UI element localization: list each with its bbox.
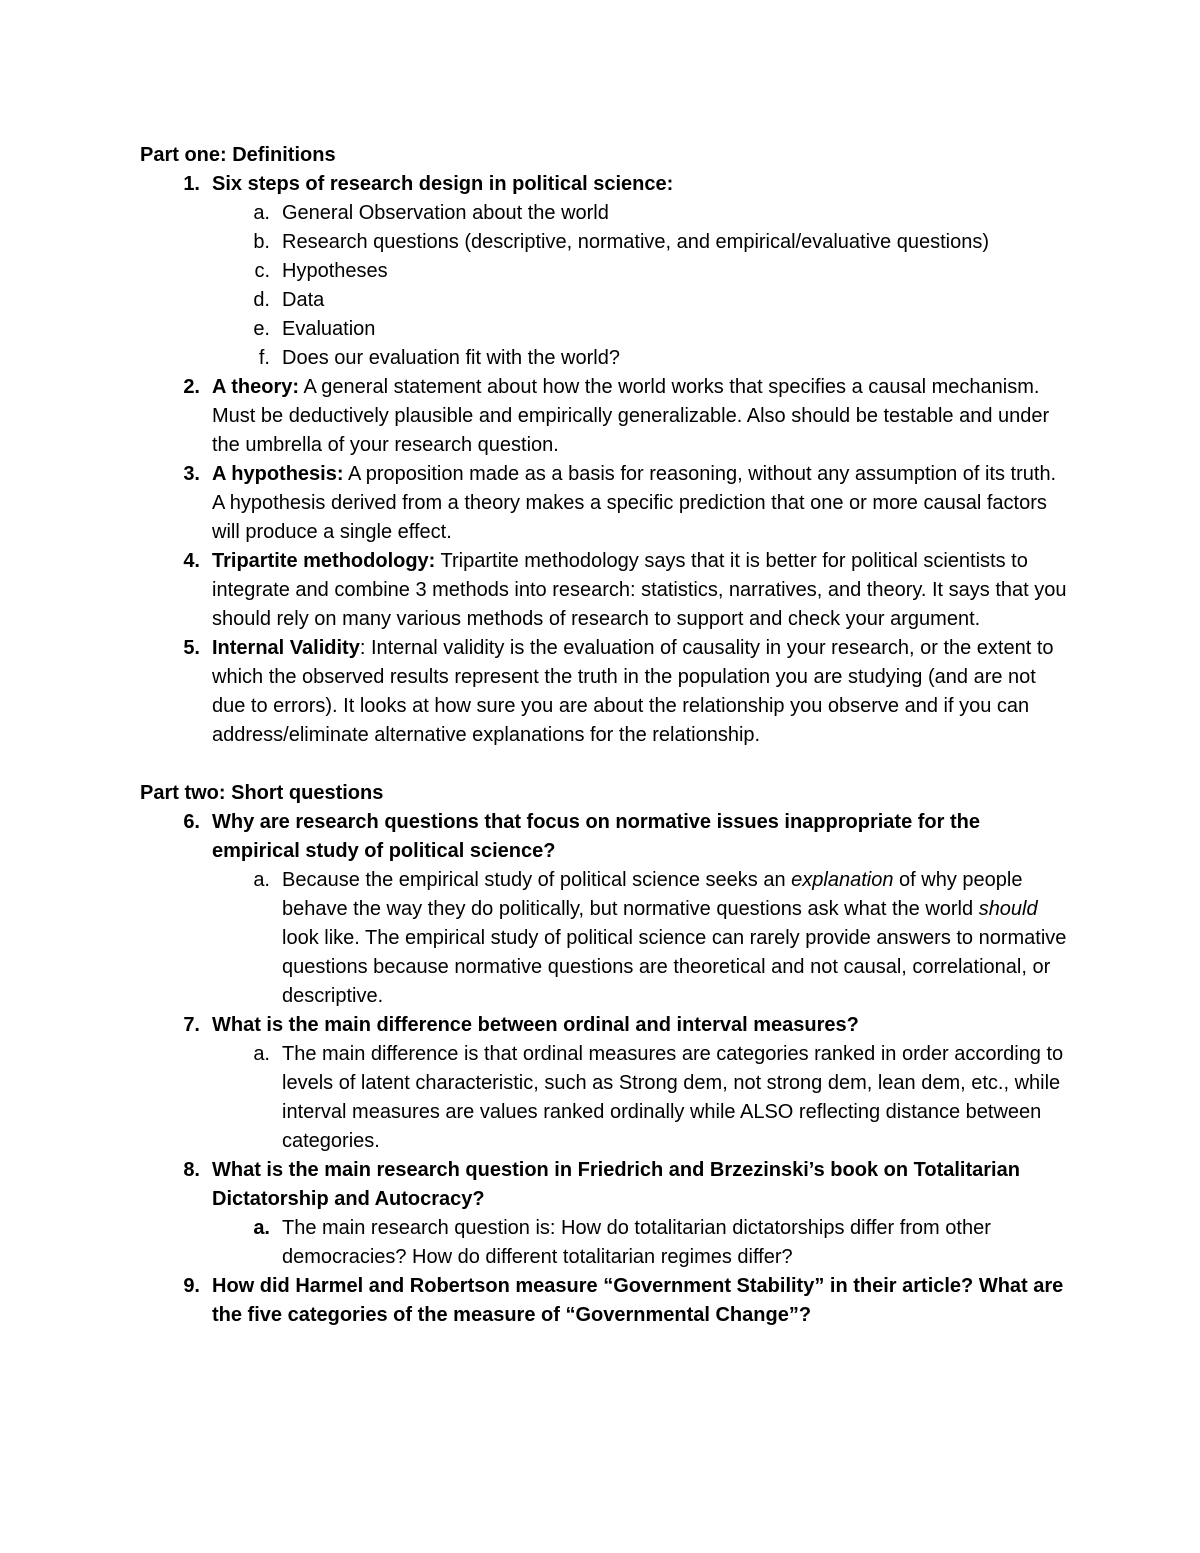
answer-text-segment: look like. The empirical study of political science can rarely provide answers to normative questions because normative questions are theoretical and not causal, correlational, or descriptive. [282, 927, 1067, 1007]
answer-item [140, 866, 1070, 1011]
question-text: What is the main difference between ordinal and interval measures? [212, 1014, 859, 1036]
question-number: 7. [183, 1014, 200, 1036]
sub-item [140, 344, 1070, 373]
question-item [140, 1272, 1070, 1330]
sub-item-letter: a. [253, 202, 270, 224]
term: Tripartite methodology: [212, 550, 436, 572]
sub-item-letter: f. [258, 347, 270, 369]
sub-item-letter: c. [254, 260, 270, 282]
part-two-heading: Part two: Short questions [140, 782, 384, 804]
question-number: 9. [183, 1275, 200, 1297]
answer-emphasis: should [978, 898, 1038, 920]
question-number: 6. [183, 811, 200, 833]
answer-letter: a. [253, 869, 270, 891]
answer-text [282, 866, 1070, 1011]
list-item [140, 170, 1070, 199]
list-item [140, 460, 1070, 547]
answer-text: The main difference is that ordinal measures are categories ranked in order according to levels of latent characteristic, such as Strong dem, not strong dem, lean dem, etc., while interval measures are values ranked ordinally while ALSO reflecting distance between categories. [282, 1043, 1064, 1152]
question-text: What is the main research question in Friedrich and Brzezinski’s book on Totalitarian Dictatorship and Autocracy? [212, 1159, 1020, 1210]
answer-emphasis: explanation [791, 869, 894, 891]
answer-item [140, 1040, 1070, 1156]
list-item [140, 373, 1070, 460]
question-number: 8. [183, 1159, 200, 1181]
sub-item-letter: d. [253, 289, 270, 311]
answer-letter: a. [253, 1043, 270, 1065]
question-text: Why are research questions that focus on normative issues inappropriate for the empirical study of political science? [212, 811, 980, 862]
sub-item-text: Data [282, 289, 325, 311]
definition-text: A general statement about how the world works that specifies a causal mechanism. Must be deductively plausible and empirically generalizable. Also should be testable and under the umbrella of your research question. [212, 376, 1050, 456]
answer-text: The main research question is: How do totalitarian dictatorships differ from other democracies? How do different totalitarian regimes differ? [282, 1217, 991, 1268]
item-number: 2. [183, 376, 200, 398]
sub-item-letter: e. [253, 318, 270, 340]
question-item [140, 808, 1070, 866]
list-item [140, 547, 1070, 634]
term: Internal Validity [212, 637, 360, 659]
sub-item [140, 286, 1070, 315]
list-item [140, 634, 1070, 750]
answer-text-segment: of why people behave the way they do politically, but normative questions ask what the world [282, 869, 1023, 920]
sub-item-text: Research questions (descriptive, normative, and empirical/evaluative questions) [282, 231, 990, 253]
item-number: 4. [183, 550, 200, 572]
sub-item-text: Hypotheses [282, 260, 388, 282]
sub-item-text: Does our evaluation fit with the world? [282, 347, 620, 369]
item-title: Six steps of research design in political science: [212, 173, 674, 195]
definition-text: A proposition made as a basis for reasoning, without any assumption of its truth. A hypothesis derived from a theory makes a specific prediction that one or more causal factors will produce a single effect. [212, 463, 1057, 543]
question-item [140, 1011, 1070, 1040]
question-text: How did Harmel and Robertson measure “Government Stability” in their article? What are the five categories of the measure of “Governmental Change”? [212, 1275, 1064, 1326]
sub-item [140, 315, 1070, 344]
sub-item-letter: b. [253, 231, 270, 253]
term: A theory: [212, 376, 300, 398]
document-content [140, 141, 1070, 1330]
sub-item-text: General Observation about the world [282, 202, 609, 224]
item-number: 5. [183, 637, 200, 659]
answer-item [140, 1214, 1070, 1272]
blank-line [140, 750, 1070, 779]
definition-text: Tripartite methodology says that it is better for political scientists to integrate and combine 3 methods into research: statistics, narratives, and theory. It says that you should rely on many various methods of research to support and check your argument. [212, 550, 1067, 630]
definition-text: : Internal validity is the evaluation of causality in your research, or the extent to which the observed results represent the truth in the population you are studying (and are not due to errors). It looks at how sure you are about the relationship you observe and if you can address/eliminate alternative explanations for the relationship. [212, 637, 1054, 746]
answer-letter: a. [253, 1217, 270, 1239]
sub-item [140, 257, 1070, 286]
term: A hypothesis: [212, 463, 344, 485]
answer-text-segment: Because the empirical study of political science seeks an [282, 869, 792, 891]
sub-item-text: Evaluation [282, 318, 376, 340]
sub-item [140, 199, 1070, 228]
item-number: 3. [183, 463, 200, 485]
part-one-heading: Part one: Definitions [140, 144, 336, 166]
item-number: 1. [183, 173, 200, 195]
sub-item [140, 228, 1070, 257]
question-item [140, 1156, 1070, 1214]
